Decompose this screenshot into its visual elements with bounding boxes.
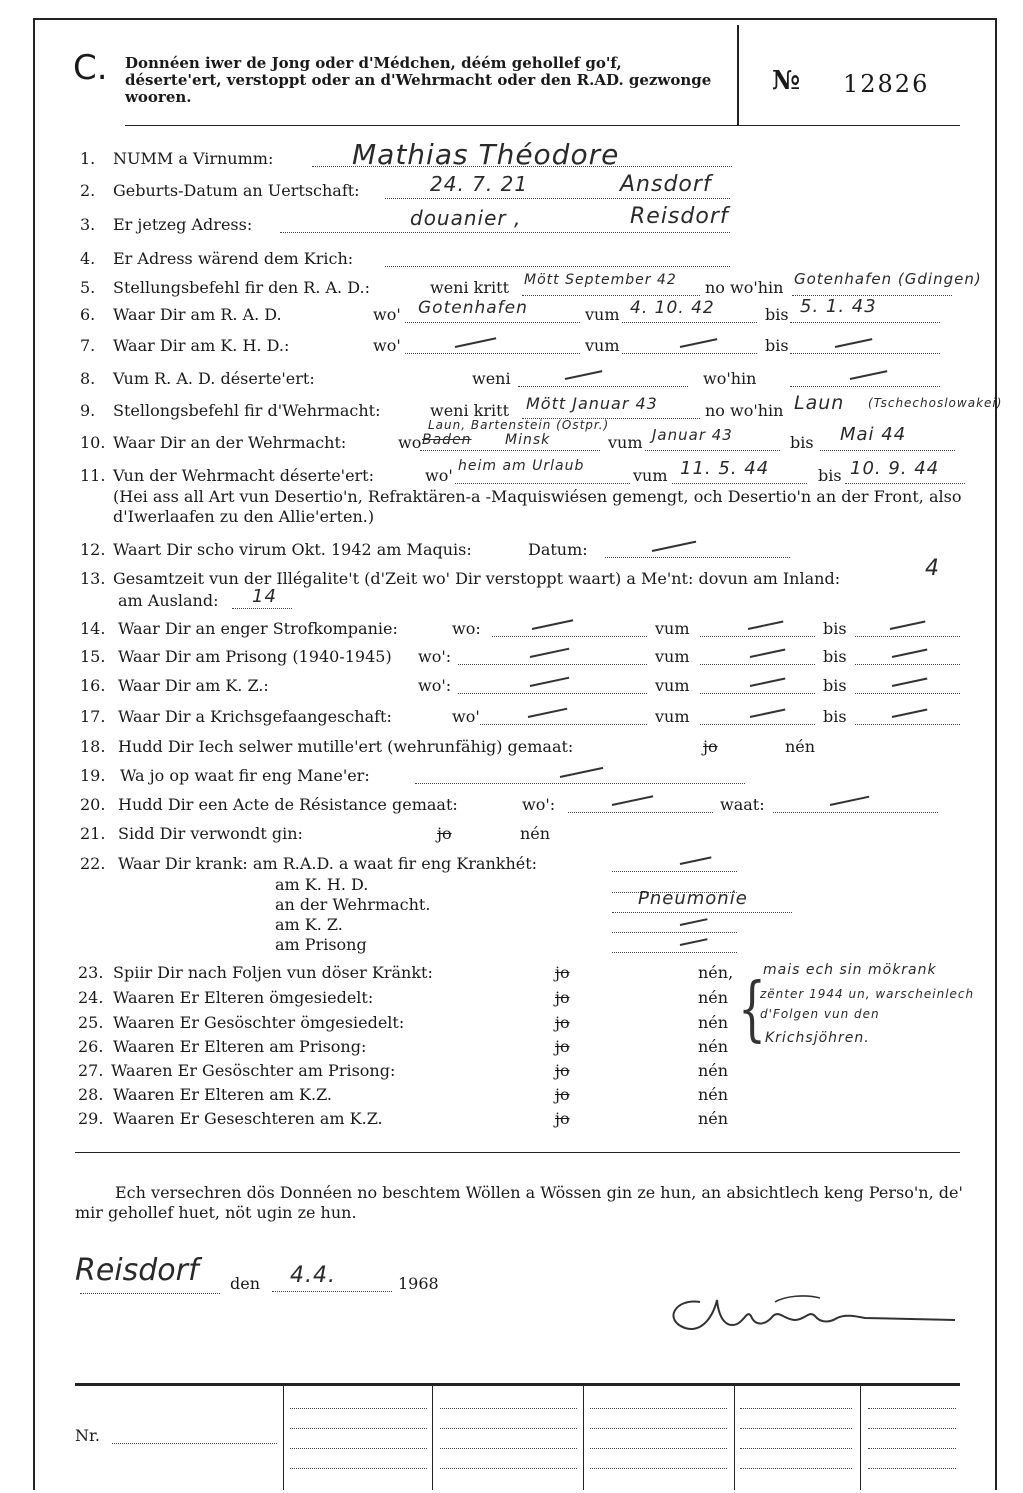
bis-label: bis — [823, 647, 847, 666]
fill-line — [740, 1448, 852, 1449]
jo-option: jo — [555, 1037, 570, 1056]
handwritten-date: 4.4. — [290, 1263, 336, 1288]
row-number: 17. — [80, 707, 106, 726]
fill-line — [590, 1468, 727, 1469]
table-col-divider — [583, 1386, 584, 1490]
vum-label: vum — [655, 676, 690, 695]
weni-label: weni kritt — [430, 278, 509, 297]
fill-line — [568, 812, 713, 813]
row-number: 5. — [80, 278, 96, 297]
jo-option: jo — [555, 1013, 570, 1032]
handwritten-birthplace: Ansdorf — [620, 172, 712, 197]
fill-line — [855, 693, 960, 694]
fill-line — [455, 483, 630, 484]
handwritten-inland-months: 4 — [925, 556, 940, 581]
number-value: 12826 — [843, 70, 930, 98]
illness-sub-label: am K. Z. — [275, 915, 343, 934]
fill-line — [590, 1408, 727, 1409]
row-label: Vun der Wehrmacht déserte'ert: — [113, 466, 374, 485]
row-number: 14. — [80, 619, 106, 638]
row-number: 24. — [78, 988, 104, 1007]
table-col-divider — [283, 1386, 284, 1490]
bis-label: bis — [818, 466, 842, 485]
fill-line — [868, 1408, 956, 1409]
row-label: Vum R. A. D. déserte'ert: — [113, 369, 315, 388]
ausland-label: am Ausland: — [118, 591, 219, 610]
waat-label: waat: — [720, 795, 765, 814]
wo-label: wo — [398, 433, 422, 452]
fill-line — [480, 724, 647, 725]
row-label: Spiir Dir nach Foljen vun döser Kränkt: — [113, 963, 433, 982]
wo-label: wo' — [425, 466, 453, 485]
handwritten-rad-from: 4. 10. 42 — [630, 298, 715, 318]
row-number: 9. — [80, 401, 96, 420]
handwritten-desertion-to: 10. 9. 44 — [850, 458, 940, 479]
vum-label: vum — [585, 336, 620, 355]
row-label: Waar Dir a Krichsgefaangeschaft: — [118, 707, 392, 726]
nen-option: nén — [520, 824, 551, 843]
nen-option: nén, — [698, 963, 734, 982]
declaration-text: Ech versechren dös Donnéen no beschtem Wöllen a Wössen gin ze hun, an absichtlech keng Perso'n, de' mir gehollef huet, nöt ugin ze hun. — [75, 1183, 963, 1222]
fill-line — [80, 1293, 220, 1294]
row-label: Sidd Dir verwondt gin: — [118, 824, 303, 843]
row-label: Geburts-Datum an Uertschaft: — [113, 181, 360, 200]
row-number: 18. — [80, 737, 106, 756]
datum-label: Datum: — [528, 540, 588, 559]
row-number: 21. — [80, 824, 106, 843]
fill-line — [773, 812, 938, 813]
vum-label: vum — [608, 433, 643, 452]
row-label: Waar Dir krank: am R.A.D. a waat fir eng Krankhét: — [118, 854, 538, 873]
row-number: 13. — [80, 569, 106, 588]
wo-label: wo': — [522, 795, 556, 814]
row-number: 7. — [80, 336, 96, 355]
bis-label: bis — [823, 707, 847, 726]
fill-line — [868, 1448, 956, 1449]
year-label: 1968 — [398, 1274, 439, 1293]
fill-line — [855, 724, 960, 725]
jo-option: jo — [555, 988, 570, 1007]
wo-label: wo' — [373, 336, 401, 355]
header-divider — [737, 25, 739, 125]
fill-line — [855, 636, 960, 637]
fill-line — [612, 932, 737, 933]
fill-line — [405, 322, 580, 323]
table-top-rule — [75, 1383, 960, 1386]
handwritten-minsk: Minsk — [505, 432, 551, 448]
handwritten-wehrmacht-to: Mai 44 — [840, 424, 907, 445]
handwritten-place: Reisdorf — [75, 1253, 199, 1288]
row-number: 25. — [78, 1013, 104, 1032]
fill-line — [290, 1428, 427, 1429]
row-number: 6. — [80, 305, 96, 324]
row-label: Er jetzeg Adress: — [113, 215, 253, 234]
illness-sub-label: an der Wehrmacht. — [275, 895, 431, 914]
row-number: 28. — [78, 1085, 104, 1104]
row-number: 26. — [78, 1037, 104, 1056]
row-label: Waaren Er Elteren am K.Z. — [113, 1085, 333, 1104]
wohin-label: wo'hin — [703, 369, 757, 388]
fill-line — [112, 1443, 277, 1444]
fill-line — [590, 1428, 727, 1429]
row-label: Waaren Er Elteren ömgesiedelt: — [113, 988, 374, 1007]
bis-label: bis — [823, 619, 847, 638]
fill-line — [700, 636, 815, 637]
jo-option: jo — [555, 1061, 570, 1080]
fill-line — [440, 1428, 577, 1429]
bis-label: bis — [823, 676, 847, 695]
table-col-divider — [734, 1386, 735, 1490]
wo-label: wo' — [452, 707, 480, 726]
handwritten-wehrmacht-from: Januar 43 — [652, 426, 733, 444]
row-number: 19. — [80, 766, 106, 785]
fill-line — [385, 266, 730, 267]
handwritten-wehrmacht-destination: Laun — [794, 392, 845, 414]
handwritten-struck-place: Baden — [422, 432, 472, 448]
fill-line — [740, 1428, 852, 1429]
section-header-text: Donnéen iwer de Jong oder d'Médchen, déém gehollef go'f, déserte'ert, verstoppt oder an d'Wehrmacht oder den R.AD. gezwonge wooren. — [125, 54, 712, 106]
row-label: Stellungsbefehl fir den R. A. D.: — [113, 278, 370, 297]
handwritten-illness: Pneumonie — [638, 888, 748, 909]
fill-line — [290, 1448, 427, 1449]
fill-line — [612, 871, 737, 872]
row-label: Waar Dir am K. Z.: — [118, 676, 269, 695]
wo-label: wo': — [418, 676, 452, 695]
row-number: 15. — [80, 647, 106, 666]
table-col-divider — [432, 1386, 433, 1490]
nen-option: nén — [698, 1037, 729, 1056]
fill-line — [385, 198, 730, 199]
row-label: NUMM a Virnumm: — [113, 149, 274, 168]
fill-line — [868, 1428, 956, 1429]
jo-option: jo — [555, 1109, 570, 1128]
row-label: Waar Dir am R. A. D. — [113, 305, 282, 324]
fill-line — [458, 664, 647, 665]
vum-label: vum — [633, 466, 668, 485]
row-label: Hudd Dir een Acte de Résistance gemaat: — [118, 795, 458, 814]
fill-line — [280, 232, 730, 233]
handwritten-rad-place: Gotenhafen — [418, 298, 528, 318]
fill-line — [612, 912, 792, 913]
fill-line — [820, 450, 955, 451]
side-note-line-1: mais ech sin mökrank — [763, 962, 937, 978]
row-label: Waar Dir an enger Strofkompanie: — [118, 619, 398, 638]
fill-line — [440, 1408, 577, 1409]
fill-line — [272, 1291, 392, 1292]
table-col-divider — [860, 1386, 861, 1490]
fill-line — [612, 952, 737, 953]
handwritten-name: Mathias Théodore — [352, 138, 620, 171]
fill-line — [590, 1448, 727, 1449]
row-number: 11. — [80, 466, 106, 485]
fill-line — [492, 636, 647, 637]
weni-label: weni — [472, 369, 511, 388]
handwritten-occupation: douanier , — [410, 206, 522, 230]
wo-label: wo' — [373, 305, 401, 324]
nr-label: Nr. — [75, 1426, 100, 1445]
fill-line — [868, 1468, 956, 1469]
row-label: Stellongsbefehl fir d'Wehrmacht: — [113, 401, 381, 420]
handwritten-rad-to: 5. 1. 43 — [800, 296, 877, 317]
fill-line — [700, 693, 815, 694]
row-number: 2. — [80, 181, 96, 200]
nowohin-label: no wo'hin — [705, 401, 784, 420]
vum-label: vum — [655, 619, 690, 638]
fill-line — [855, 664, 960, 665]
fill-line — [622, 353, 757, 354]
fill-line — [700, 664, 815, 665]
fill-line — [440, 1468, 577, 1469]
fill-line — [790, 322, 940, 323]
handwritten-rad-order-date: Mött September 42 — [524, 272, 677, 288]
bis-label: bis — [790, 433, 814, 452]
row-label: Waaren Er Elteren am Prisong: — [113, 1037, 367, 1056]
handwritten-ausland-months: 14 — [252, 586, 277, 607]
fill-line — [622, 322, 757, 323]
row-number: 27. — [78, 1061, 104, 1080]
side-note-brace: { — [738, 968, 766, 1050]
row-number: 8. — [80, 369, 96, 388]
fill-line — [458, 693, 647, 694]
row-label: Waaren Er Gesöschter am Prisong: — [111, 1061, 396, 1080]
fill-line — [605, 557, 790, 558]
fill-line — [290, 1468, 427, 1469]
declaration-rule — [75, 1152, 960, 1153]
jo-option: jo — [437, 824, 452, 843]
fill-line — [290, 1408, 427, 1409]
fill-line — [740, 1408, 852, 1409]
fill-line — [672, 483, 807, 484]
side-note-line-3: Krichsjöhren. — [765, 1030, 870, 1046]
handwritten-desertion-place: heim am Urlaub — [458, 458, 585, 474]
fill-line — [232, 608, 292, 609]
fill-line — [790, 353, 940, 354]
nen-option: nén — [698, 1061, 729, 1080]
fill-line — [790, 386, 940, 387]
nowohin-label: no wo'hin — [705, 278, 784, 297]
illness-sub-label: am Prisong — [275, 935, 367, 954]
fill-line — [645, 450, 780, 451]
desertion-note: (Hei ass all Art vun Desertio'n, Refraktären-a -Maquiswiésen gemengt, och Desertio'n an der Front, also d'Iwerlaafen zu den Allie'erten.) — [113, 487, 962, 526]
nen-option: nén — [785, 737, 816, 756]
number-label: № — [772, 66, 801, 96]
jo-option: jo — [555, 963, 570, 982]
nen-option: nén — [698, 1085, 729, 1104]
nen-option: nén — [698, 1013, 729, 1032]
row-number: 20. — [80, 795, 106, 814]
row-number: 16. — [80, 676, 106, 695]
row-number: 4. — [80, 249, 96, 268]
weni-label: weni kritt — [430, 401, 509, 420]
fill-line — [845, 483, 965, 484]
row-number: 12. — [80, 540, 106, 559]
handwritten-wehrmacht-country: (Tschechoslowakei) — [868, 396, 1003, 410]
handwritten-wehrmacht-places: Laun, Bartenstein (Ostpr.) — [428, 418, 610, 432]
vum-label: vum — [655, 647, 690, 666]
bis-label: bis — [765, 336, 789, 355]
handwritten-birthdate: 24. 7. 21 — [430, 172, 529, 196]
fill-line — [415, 783, 745, 784]
row-label: Wa jo op waat fir eng Mane'er: — [120, 766, 370, 785]
row-number: 22. — [80, 854, 106, 873]
handwritten-rad-destination: Gotenhafen (Gdingen) — [794, 270, 982, 288]
row-label: Waar Dir an der Wehrmacht: — [113, 433, 347, 452]
nen-option: nén — [698, 988, 729, 1007]
jo-option: jo — [555, 1085, 570, 1104]
row-label: Waaren Er Gesöschter ömgesiedelt: — [113, 1013, 405, 1032]
jo-option: jo — [703, 737, 718, 756]
header-rule — [125, 125, 960, 126]
handwritten-wehrmacht-order-date: Mött Januar 43 — [526, 394, 658, 413]
row-label: Waart Dir scho virum Okt. 1942 am Maquis: — [113, 540, 472, 559]
wo-label: wo: — [452, 619, 481, 638]
illness-sub-label: am K. H. D. — [275, 875, 369, 894]
row-label: Waar Dir am Prisong (1940-1945) — [118, 647, 392, 666]
row-number: 10. — [80, 433, 106, 452]
signature — [655, 1280, 965, 1350]
fill-line — [700, 724, 815, 725]
row-number: 1. — [80, 149, 96, 168]
fill-line — [740, 1468, 852, 1469]
row-number: 23. — [78, 963, 104, 982]
vum-label: vum — [655, 707, 690, 726]
vum-label: vum — [585, 305, 620, 324]
section-letter: C. — [73, 48, 108, 88]
row-number: 29. — [78, 1109, 104, 1128]
fill-line — [440, 1448, 577, 1449]
row-label: Hudd Dir Iech selwer mutille'ert (wehrunfähig) gemaat: — [118, 737, 574, 756]
nen-option: nén — [698, 1109, 729, 1128]
side-note-line-2: zënter 1944 un, warscheinlech d'Folgen vun den — [760, 987, 975, 1021]
den-label: den — [230, 1274, 261, 1293]
row-label: Waar Dir am K. H. D.: — [113, 336, 290, 355]
row-number: 3. — [80, 215, 96, 234]
row-label: Waaren Er Geseschteren am K.Z. — [113, 1109, 383, 1128]
fill-line — [405, 353, 580, 354]
fill-line — [518, 386, 688, 387]
handwritten-desertion-from: 11. 5. 44 — [680, 458, 770, 479]
row-label: Gesamtzeit vun der Illégalite't (d'Zeit wo' Dir verstoppt waart) a Me'nt: dovun am Inland: — [113, 569, 841, 588]
bis-label: bis — [765, 305, 789, 324]
wo-label: wo': — [418, 647, 452, 666]
fill-line — [522, 295, 700, 296]
handwritten-town: Reisdorf — [630, 204, 729, 229]
fill-line — [420, 450, 600, 451]
row-label: Er Adress wärend dem Krich: — [113, 249, 354, 268]
